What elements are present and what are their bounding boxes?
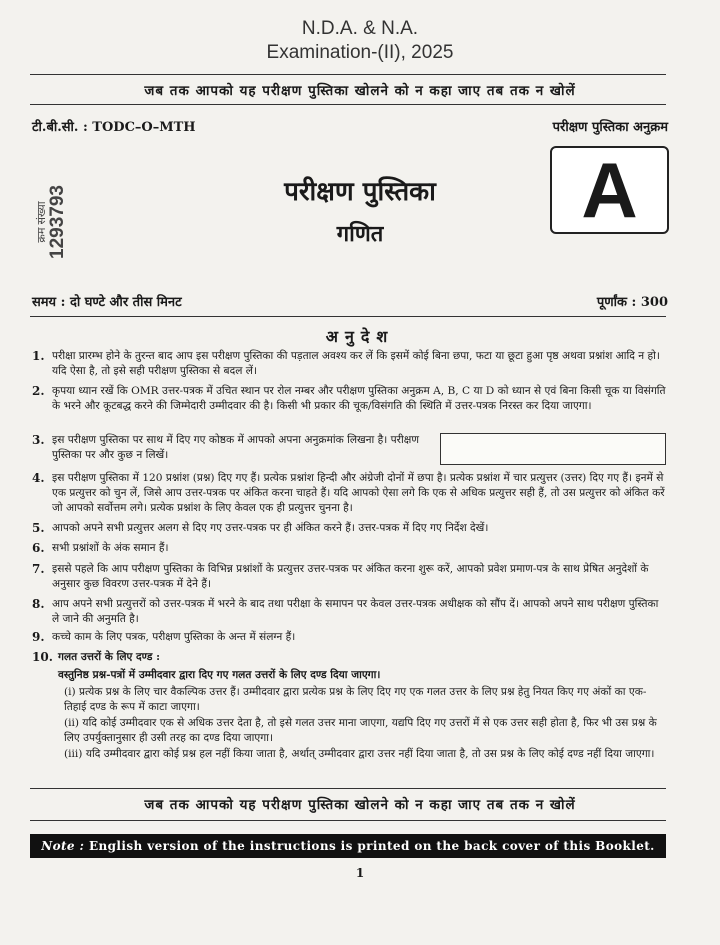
divider [30, 74, 666, 75]
series-box [550, 146, 669, 234]
serial-number: 1293793 [47, 185, 68, 259]
page-number: 1 [355, 866, 365, 880]
instruction-item: 5. आपको अपने सभी प्रत्युत्तर अलग से दिए गए उत्तर-पत्रक पर ही अंकित करने हैं। उत्तर-पत्रक में दिए गए निर्देश देखें। [32, 521, 489, 535]
max-marks: पूर्णांक : 300 [596, 295, 668, 310]
instruction-item: 1. परीक्षा प्रारम्भ होने के तुरन्त बाद आप इस परीक्षण पुस्तिका की पड़ताल अवश्य कर लें कि इसमें कोई बिना छपा, फटा या छूटा हुआ पृष्ठ अथवा प्रश्नांश आदि न हो। यदि ऐसा है, तो इसे सही परीक्षण पुस्तिका से बदल लें। [32, 349, 660, 377]
divider [30, 788, 666, 789]
booklet-series-label: परीक्षण पुस्तिका अनुक्रम [552, 120, 668, 135]
instruction-item: 9. कच्चे काम के लिए पत्रक, परीक्षण पुस्तिका के अन्त में संलग्न हैं। [32, 630, 296, 644]
bottom-warning: जब तक आपको यह परीक्षण पुस्तिका खोलने को न कहा जाए तब तक न खोलें [144, 797, 576, 813]
subject-title: गणित [336, 221, 384, 247]
penalty-rule-ii: (ii) यदि कोई उम्मीदवार एक से अधिक उत्तर देता है, तो इसे गलत उत्तर माना जाएगा, यद्यपि दिए गए उत्तरों में से एक उत्तर सही होता है, फिर भी उस प्रश्न के लिए उपर्युक्तानुसार ही उसी तरह का दण्ड दिया जाएगा। [64, 717, 657, 744]
instruction-item: 4. इस परीक्षण पुस्तिका में 120 प्रश्नांश (प्रश्न) दिए गए हैं। प्रत्येक प्रश्नांश हिन्दी और अंग्रेजी दोनों में छपा है। प्रत्येक प्रश्नांश में चार प्रत्युत्तर (उत्तर) दिए गए हैं। इनमें से एक प्रत्युत्तर को चुन लें, जिसे आप उत्तर-पत्रक पर अंकित करना चाहते हैं। यदि आपको ऐसा लगे कि एक से अधिक प्रत्युत्तर सही हैं, तो उस प्रत्युत्तर को अंकित करें जो आपको सर्वोत्तम लगे। प्रत्येक प्रश्नांश के लिए केवल एक ही प्रत्युत्तर चुनना है। [32, 471, 665, 514]
penalty-rule-iii: (iii) यदि उम्मीदवार द्वारा कोई प्रश्न हल नहीं किया जाता है, अर्थात् उम्मीदवार द्वारा उत्तर नहीं दिया जाता है, तो उस प्रश्न के लिए कोई दण्ड नहीं दिया जाएगा। [64, 748, 655, 760]
serial-label: क्रम संख्या [36, 201, 48, 243]
divider [30, 104, 666, 105]
english-note-bar [30, 834, 666, 858]
series-letter: A [581, 146, 638, 234]
instruction-item: 10. गलत उत्तरों के लिए दण्ड : [32, 650, 160, 664]
top-warning: जब तक आपको यह परीक्षण पुस्तिका खोलने को न कहा जाए तब तक न खोलें [144, 83, 576, 99]
instructions-heading: अनुदेश [325, 327, 395, 346]
divider [30, 820, 666, 821]
penalty-intro: वस्तुनिष्ठ प्रश्न-पत्रों में उम्मीदवार द्वारा दिए गए गलत उत्तरों के लिए दण्ड दिया जाएगा। [58, 669, 381, 681]
exam-name: N.D.A. & N.A. [301, 18, 419, 39]
serial-number-block [32, 176, 72, 276]
time-allowed: समय : दो घण्टे और तीस मिनट [32, 295, 182, 310]
note-text: English version of the instructions is printed on the back cover of this Booklet. [88, 839, 655, 853]
instruction-item: 8. आप अपने सभी प्रत्युत्तरों को उत्तर-पत्रक में भरने के बाद तथा परीक्षा के समापन पर केवल उत्तर-पत्रक अधीक्षक को सौंप दें। आपको अपने साथ परीक्षण पुस्तिका ले जाने की अनुमति है। [32, 597, 659, 625]
exam-session: Examination-(II), 2025 [266, 42, 454, 63]
tbc-code: टी.बी.सी. : TODC–O–MTH [32, 120, 196, 135]
instruction-item: 6. सभी प्रश्नांशों के अंक समान हैं। [32, 541, 169, 555]
booklet-title: परीक्षण पुस्तिका [284, 177, 436, 207]
divider [30, 316, 666, 317]
instruction-item: 3. इस परीक्षण पुस्तिका पर साथ में दिए गए कोष्ठक में आपको अपना अनुक्रमांक लिखना है। परीक्षण पुस्तिका पर और कुछ न लिखें। [32, 433, 420, 461]
instruction-item: 7. इससे पहले कि आप परीक्षण पुस्तिका के विभिन्न प्रश्नांशों के प्रत्युत्तर उत्तर-पत्रक पर अंकित करना शुरू करें, आपको प्रवेश प्रमाण-पत्र के साथ प्रेषित अनुदेशों के अनुसार कुछ विवरण उत्तर-पत्रक में देने हैं। [32, 562, 649, 590]
instruction-item: 2. कृपया ध्यान रखें कि OMR उत्तर-पत्रक में उचित स्थान पर रोल नम्बर और परीक्षण पुस्तिका अनुक्रम A, B, C या D को ध्यान से एवं बिना किसी चूक या विसंगति के भरने और कूटबद्ध करने की जिम्मेदारी उम्मीदवार की है। किसी भी प्रकार की चूक/विसंगति की स्थिति में उत्तर-पत्रक निरस्त कर दिया जाएगा। [32, 384, 666, 412]
note-label: Note : [41, 839, 85, 853]
penalty-rule-i: (i) प्रत्येक प्रश्न के लिए चार वैकल्पिक उत्तर हैं। उम्मीदवार द्वारा प्रत्येक प्रश्न के लिए दिए गए एक गलत उत्तर के लिए प्रश्न हेतु नियत किए गए अंकों का एक-तिहाई दण्ड के रूप में काटा जाएगा। [64, 686, 647, 713]
roll-number-entry-box[interactable] [440, 433, 666, 465]
